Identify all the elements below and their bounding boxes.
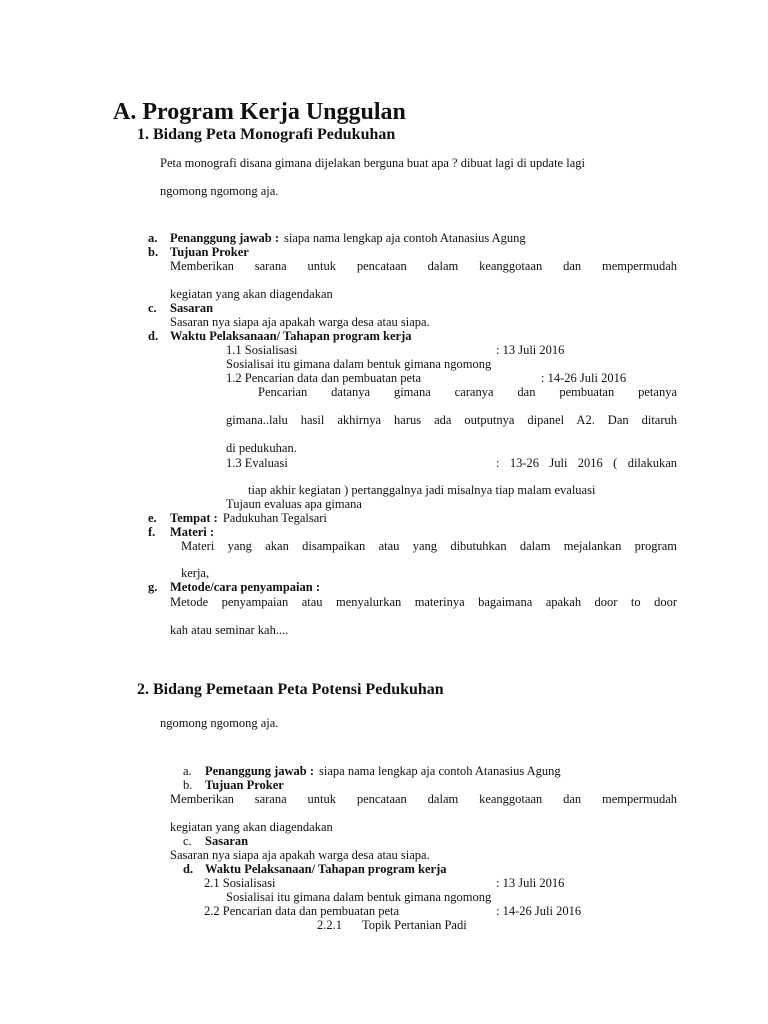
list-marker-d-2: d. xyxy=(183,862,194,876)
stage-2-1-label: 2.1 Sosialisasi xyxy=(204,876,276,890)
material-text-line-2: kerja, xyxy=(181,566,210,580)
list-marker-d: d. xyxy=(148,329,159,343)
material-text-line-1: Materi yang akan disampaikan atau yang dibutuhkan dalam mejalankan program xyxy=(181,539,677,553)
list-marker-b: b. xyxy=(148,245,159,259)
section-1-intro-line-1: Peta monografi disana gimana dijelakan berguna buat apa ? dibuat lagi di update lagi xyxy=(160,156,585,170)
stage-2-1-date: : 13 Juli 2016 xyxy=(496,876,565,890)
method-text-line-1: Metode penyampaian atau menyalurkan materinya bagaimana apakah door to door xyxy=(170,595,677,609)
target-label-2: Sasaran xyxy=(205,834,249,848)
schedule-label-2: Waktu Pelaksanaan/ Tahapan program kerja xyxy=(205,862,447,876)
stage-1-1-label: 1.1 Sosialisasi xyxy=(226,343,298,357)
method-text-line-2: kah atau seminar kah.... xyxy=(170,623,289,637)
stage-1-3-date: : 13-26 Juli 2016 ( dilakukan xyxy=(496,456,677,470)
target-text: Sasaran nya siapa aja apakah warga desa atau siapa. xyxy=(170,315,430,329)
place-label: Tempat : xyxy=(170,511,218,525)
stage-1-2-desc-line-2: gimana..lalu hasil akhirnya harus ada outputnya dipanel A2. Dan ditaruh xyxy=(226,413,677,427)
responsible-item-2 xyxy=(205,764,561,779)
section-1-heading: 1. Bidang Peta Monografi Pedukuhan xyxy=(137,126,396,143)
stage-1-3-desc-line-2: Tujaun evaluas apa gimana xyxy=(226,497,362,511)
list-marker-a-2: a. xyxy=(183,764,192,778)
list-marker-f: f. xyxy=(148,525,156,539)
target-label: Sasaran xyxy=(170,301,214,315)
material-label: Materi : xyxy=(170,525,215,539)
stage-2-1-desc: Sosialisai itu gimana dalam bentuk gimana ngomong xyxy=(226,890,492,904)
list-marker-a: a. xyxy=(148,231,158,245)
schedule-label: Waktu Pelaksanaan/ Tahapan program kerja xyxy=(170,329,412,343)
section-2-intro: ngomong ngomong aja. xyxy=(160,716,279,730)
stage-1-3-desc-line-1: tiap akhir kegiatan ) pertanggalnya jadi misalnya tiap malam evaluasi xyxy=(248,483,596,497)
responsible-value-2: siapa nama lengkap aja contoh Atanasius Agung xyxy=(319,764,561,778)
substage-2-2-1-text: Topik Pertanian Padi xyxy=(362,918,467,932)
stage-2-2-date: : 14-26 Juli 2016 xyxy=(496,904,582,918)
goal-label-2: Tujuan Proker xyxy=(205,778,284,792)
list-marker-b-2: b. xyxy=(183,778,193,792)
stage-1-1-date: : 13 Juli 2016 xyxy=(496,343,565,357)
section-2-heading: 2. Bidang Pemetaan Peta Potensi Pedukuhan xyxy=(137,681,444,698)
stage-2-2-label: 2.2 Pencarian data dan pembuatan peta xyxy=(204,904,400,918)
place-item xyxy=(170,511,327,526)
list-marker-g: g. xyxy=(148,580,158,594)
responsible-label-2: Penanggung jawab : xyxy=(205,764,315,778)
stage-1-2-date: : 14-26 Juli 2016 xyxy=(541,371,627,385)
stage-1-2-desc-line-3: di pedukuhan. xyxy=(226,441,297,455)
substage-2-2-1-number: 2.2.1 xyxy=(317,918,342,932)
stage-1-1-desc: Sosialisai itu gimana dalam bentuk gimana ngomong xyxy=(226,357,492,371)
list-marker-e: e. xyxy=(148,511,157,525)
list-marker-c: c. xyxy=(148,301,157,315)
goal-text-2-line-1: Memberikan sarana untuk pencataan dalam keanggotaan dan mempermudah xyxy=(170,792,677,806)
stage-1-3-label: 1.3 Evaluasi xyxy=(226,456,288,470)
goal-text-line-1: Memberikan sarana untuk pencataan dalam keanggotaan dan mempermudah xyxy=(170,259,677,273)
section-1-intro-line-2: ngomong ngomong aja. xyxy=(160,184,279,198)
place-value: Padukuhan Tegalsari xyxy=(222,511,327,525)
responsible-value: siapa nama lengkap aja contoh Atanasius Agung xyxy=(284,231,526,245)
method-label: Metode/cara penyampaian : xyxy=(170,580,320,594)
goal-text-2-line-2: kegiatan yang akan diagendakan xyxy=(170,820,333,834)
responsible-item xyxy=(170,231,526,246)
goal-label: Tujuan Proker xyxy=(170,245,249,259)
responsible-label: Penanggung jawab : xyxy=(170,231,280,245)
target-text-2: Sasaran nya siapa aja apakah warga desa atau siapa. xyxy=(170,848,430,862)
stage-1-2-desc-line-1: Pencarian datanya gimana caranya dan pembuatan petanya xyxy=(258,385,677,399)
page-title: A. Program Kerja Unggulan xyxy=(113,99,406,125)
stage-1-2-label: 1.2 Pencarian data dan pembuatan peta xyxy=(226,371,422,385)
goal-text-line-2: kegiatan yang akan diagendakan xyxy=(170,287,333,301)
list-marker-c-2: c. xyxy=(183,834,192,848)
